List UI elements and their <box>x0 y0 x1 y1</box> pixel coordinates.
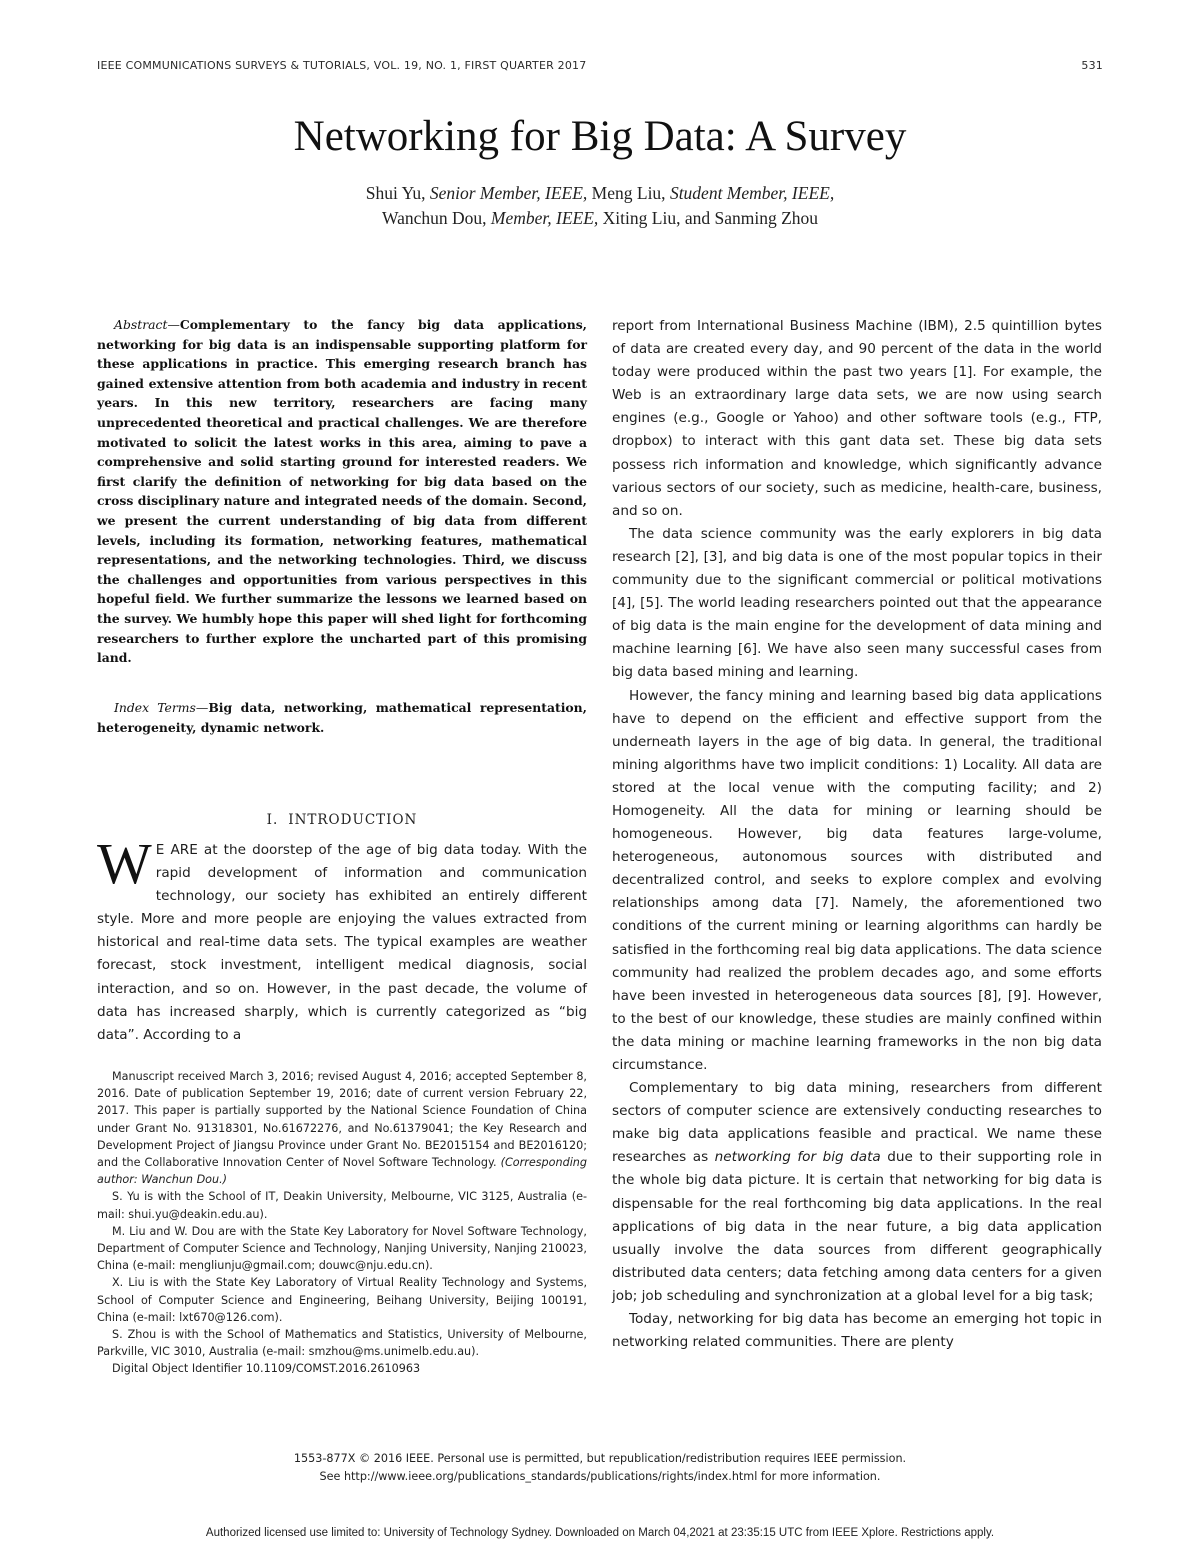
drop-cap: W <box>97 831 152 896</box>
author-1-role: Senior Member, IEEE, <box>429 183 588 203</box>
footnote-yu: S. Yu is with the School of IT, Deakin University, Melbourne, VIC 3125, Australia (e-mail: shui.yu@deakin.edu.au). <box>97 1190 587 1221</box>
copyright-line-1: 1553-877X © 2016 IEEE. Personal use is permitted, but republication/redistribution requires IEEE permission. <box>293 1452 907 1465</box>
author-2-role: Student Member, IEEE, <box>669 183 835 203</box>
index-terms-lead: Index Terms— <box>114 700 209 715</box>
author-line-2 <box>0 206 1200 231</box>
footnote-xliu: X. Liu is with the State Key Laboratory of Virtual Reality Technology and Systems, School of Computer Science and Engineering, Beihang University, Beijing 100191, China (e-mail: lxt670@126.com). <box>97 1276 587 1324</box>
abstract <box>97 315 587 668</box>
intro-text: at the doorstep of the age of big data today. With the rapid development of information and communication technology, our society has exhibited an entirely different style. More and more people are enjoying the values extracted from historical and real-time data sets. The typical examples are weather forecast, stock investment, intelligent medical diagnosis, social interaction, and so on. However, in the past decade, the volume of data has increased sharply, which is currently categorized as “big data”. According to a <box>97 842 587 1043</box>
page-number: 531 <box>1081 59 1103 72</box>
paragraph-5: Today, networking for big data has become an emerging hot topic in networking related communities. There are plenty <box>612 1311 1102 1351</box>
paragraph-2: The data science community was the early explorers in big data research [2], [3], and big data is one of the most popular topics in their community due to the significant commercial or political motivations [4], [5]. The world leading researchers pointed out that the appearance of big data is the main engine for the development of data mining and machine learning [6]. We have also seen many successful cases from big data based mining and learning. <box>612 525 1102 681</box>
author-2: Meng Liu, <box>591 183 666 203</box>
paragraph-4: Complementary to big data mining, researchers from different sectors of computer science are extensively conducting researches to make big data applications feasible and practical. We name these researches as networking for big data due to their supporting role in the whole big data picture. It is certain that networking for big data is dispensable for the real forthcoming big data applications. In the real applications of big data in the near future, a big data application usually involve the data sources from different geographically distributed data centers; data fetching among data centers for a given job; job scheduling and synchronization at a global level for a big task; <box>612 1080 1102 1304</box>
authorized-use-notice: Authorized licensed use limited to: University of Technology Sydney. Downloaded on March 04,2021 at 23:35:15 UTC from IEEE Xplore. Restrictions apply. <box>205 1527 995 1539</box>
abstract-lead: Abstract— <box>114 317 180 332</box>
intro-paragraph <box>97 831 587 1047</box>
section-title: INTRODUCTION <box>288 812 418 828</box>
paper-title: Networking for Big Data: A Survey <box>293 113 907 160</box>
footnote-manuscript: Manuscript received March 3, 2016; revised August 4, 2016; accepted September 8, 2016. Date of publication September 19, 2016; date of current version February 22, 2017. This paper is partially supported by the National Science Foundation of China under Grant No. 91318301, No.61672276, and No.61379041; the Key Research and Development Project of Jiangsu Province under Grant No. BE2015154 and BE2016120; and the Collaborative Innovation Center of Novel Software Technology. (Corresponding author: Wanchun Dou.) <box>97 1070 587 1187</box>
footnotes <box>97 1068 587 1378</box>
footnote-doi: Digital Object Identifier 10.1109/COMST.2016.2610963 <box>112 1362 421 1376</box>
emphasis-networking-for-big-data: networking for big data <box>714 1149 881 1166</box>
index-terms-text: Big data, networking, mathematical representation, heterogeneity, dynamic network. <box>97 700 587 735</box>
copyright-notice <box>0 1450 1200 1486</box>
author-1: Shui Yu, <box>365 183 426 203</box>
intro-first-word: E ARE <box>155 842 198 858</box>
running-head <box>97 59 1103 72</box>
index-terms <box>97 698 587 737</box>
right-column <box>612 315 1102 1354</box>
author-list <box>0 181 1200 231</box>
abstract-text: Complementary to the fancy big data applications, networking for big data is an indispensable supporting platform for these applications in practice. This emerging research branch has gained extensive attention from both academia and industry in recent years. In this new territory, researchers are facing many unprecedented theoretical and practical challenges. We are therefore motivated to solicit the latest works in this area, aiming to pave a comprehensive and solid starting ground for interested readers. We first clarify the definition of networking for big data based on the cross disciplinary nature and integrated needs of the domain. Second, we present the current understanding of big data from different levels, including its formation, networking features, mathematical representations, and the networking technologies. Third, we discuss the challenges and opportunities from various perspectives in this hopeful field. We further summarize the lessons we learned based on the survey. We humbly hope this paper will shed light for forthcoming researchers to further explore the uncharted part of this promising land. <box>97 317 587 666</box>
author-rest: Xiting Liu, and Sanming Zhou <box>602 208 819 228</box>
paragraph-1: report from International Business Machine (IBM), 2.5 quintillion bytes of data are created every day, and 90 percent of the data in the world today were produced within the past two years [1]. For example, the Web is an extraordinary large data sets, we are now using search engines (e.g., Google or Yahoo) and other software tools (e.g., FTP, dropbox) to interact with this gant data set. These big data sets possess rich information and knowledge, which significantly advance various sectors of our society, such as medicine, health-care, business, and so on. <box>612 318 1102 519</box>
footnote-zhou: S. Zhou is with the School of Mathematics and Statistics, University of Melbourne, Parkville, VIC 3010, Australia (e-mail: smzhou@ms.unimelb.edu.au). <box>97 1328 587 1359</box>
section-number: I. <box>266 812 279 828</box>
footnote-liu-dou: M. Liu and W. Dou are with the State Key Laboratory for Novel Software Technology, Department of Computer Science and Technology, Nanjing University, Nanjing 210023, China (e-mail: mengliunju@gmail.com; douwc@nju.edu.cn). <box>97 1224 587 1273</box>
section-heading <box>97 812 587 828</box>
footnote-corresponding: (Corresponding author: Wanchun Dou.) <box>97 1156 587 1187</box>
author-3: Wanchun Dou, <box>381 208 487 228</box>
author-line-1 <box>0 181 1200 206</box>
copyright-line-2: See http://www.ieee.org/publications_standards/publications/rights/index.html for more information. <box>319 1470 881 1483</box>
running-head-text: IEEE COMMUNICATIONS SURVEYS & TUTORIALS, VOL. 19, NO. 1, FIRST QUARTER 2017 <box>97 59 587 72</box>
paragraph-3: However, the fancy mining and learning based big data applications have to depend on the efficient and effective support from the underneath layers in the age of big data. In general, the traditional mining algorithms have two implicit conditions: 1) Locality. All data are stored at the local venue with the computing facility; and 2) Homogeneity. All the data for mining or learning should be homogeneous. However, big data features large-volume, heterogeneous, autonomous sources with distributed and decentralized control, and seeks to explore complex and evolving relationships among data [7]. Namely, the aforementioned two conditions of the current mining or learning algorithms can hardly be satisfied in the forthcoming real big data applications. The data science community had realized the problem decades ago, and some efforts have been invested in heterogeneous data sources [8], [9]. However, to the best of our knowledge, these studies are mainly confined within the data mining or machine learning frameworks in the non big data circumstance. <box>612 687 1102 1073</box>
author-3-role: Member, IEEE, <box>490 208 599 228</box>
